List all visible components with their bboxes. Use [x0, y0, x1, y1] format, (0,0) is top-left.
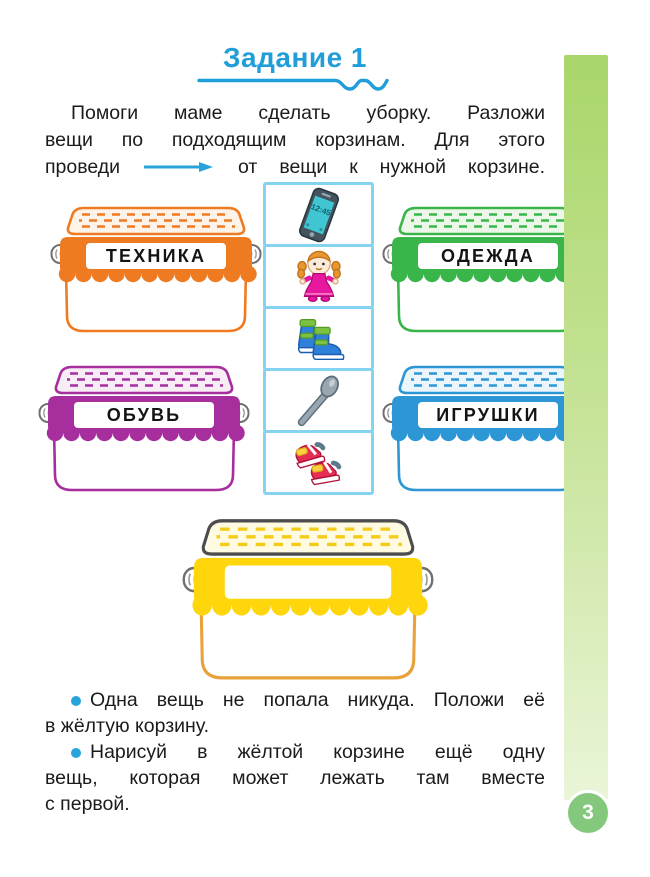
title-underline-flourish [197, 75, 393, 93]
page-number: 3 [582, 801, 594, 824]
task-item [45, 687, 545, 739]
sandals-icon [290, 434, 348, 492]
task-header [45, 42, 545, 93]
spoon-icon [290, 372, 348, 430]
task-item [45, 739, 545, 817]
basket-obuv [38, 364, 250, 494]
intro-line3-after: от вещи к нужной корзине. [238, 156, 546, 178]
tasks-list [45, 687, 545, 817]
basket-odezhda [382, 205, 594, 335]
basket-label: ТЕХНИКА [105, 246, 207, 266]
item-cell-sandals [263, 430, 374, 495]
intro-paragraph [45, 100, 545, 181]
basket-yellow-empty [182, 517, 434, 683]
boots-icon [290, 310, 348, 368]
basket-svg [182, 517, 434, 683]
intro-line: Помоги маме сделать уборку. Разложи [71, 102, 545, 124]
basket-svg [50, 205, 262, 335]
task-line: в жёлтую корзину. [45, 715, 210, 737]
basket-label: ИГРУШКИ [436, 405, 540, 425]
basket-label: ОДЕЖДА [441, 246, 535, 266]
page-title: Задание 1 [222, 42, 367, 73]
smartphone-icon [290, 186, 348, 244]
bullet-dot-icon [71, 696, 81, 706]
item-cell-smartphone [263, 182, 374, 247]
bullet-dot-icon [71, 748, 81, 758]
task-text: Нарисуй в жёлтой корзине ещё одну [90, 741, 545, 763]
intro-line3-before: проведи [45, 156, 121, 178]
task-line: с первой. [45, 793, 130, 815]
basket-svg [382, 364, 594, 494]
basket-tehnika [50, 205, 262, 335]
draw-line-arrow-icon [142, 160, 216, 174]
doll-icon [290, 248, 348, 306]
item-cell-spoon [263, 368, 374, 433]
basket-label-plate [225, 566, 391, 599]
item-cell-doll [263, 244, 374, 309]
intro-line [45, 154, 545, 181]
intro-line: вещи по подходящим корзинам. Для этого [45, 129, 545, 151]
item-cell-boots [263, 306, 374, 371]
basket-igrushki [382, 364, 594, 494]
basket-svg [382, 205, 594, 335]
task-line: вещь, которая может лежать там вместе [45, 767, 545, 789]
task-line [45, 687, 545, 713]
basket-svg [38, 364, 250, 494]
basket-label: ОБУВЬ [106, 405, 182, 425]
sidebar-green-bar [564, 55, 608, 800]
task-line [45, 739, 545, 765]
task-text: Одна вещь не попала никуда. Положи её [90, 689, 545, 711]
page-number-badge [565, 790, 611, 836]
phone-clock-text: 12:45 [309, 201, 332, 218]
items-column [263, 182, 374, 495]
